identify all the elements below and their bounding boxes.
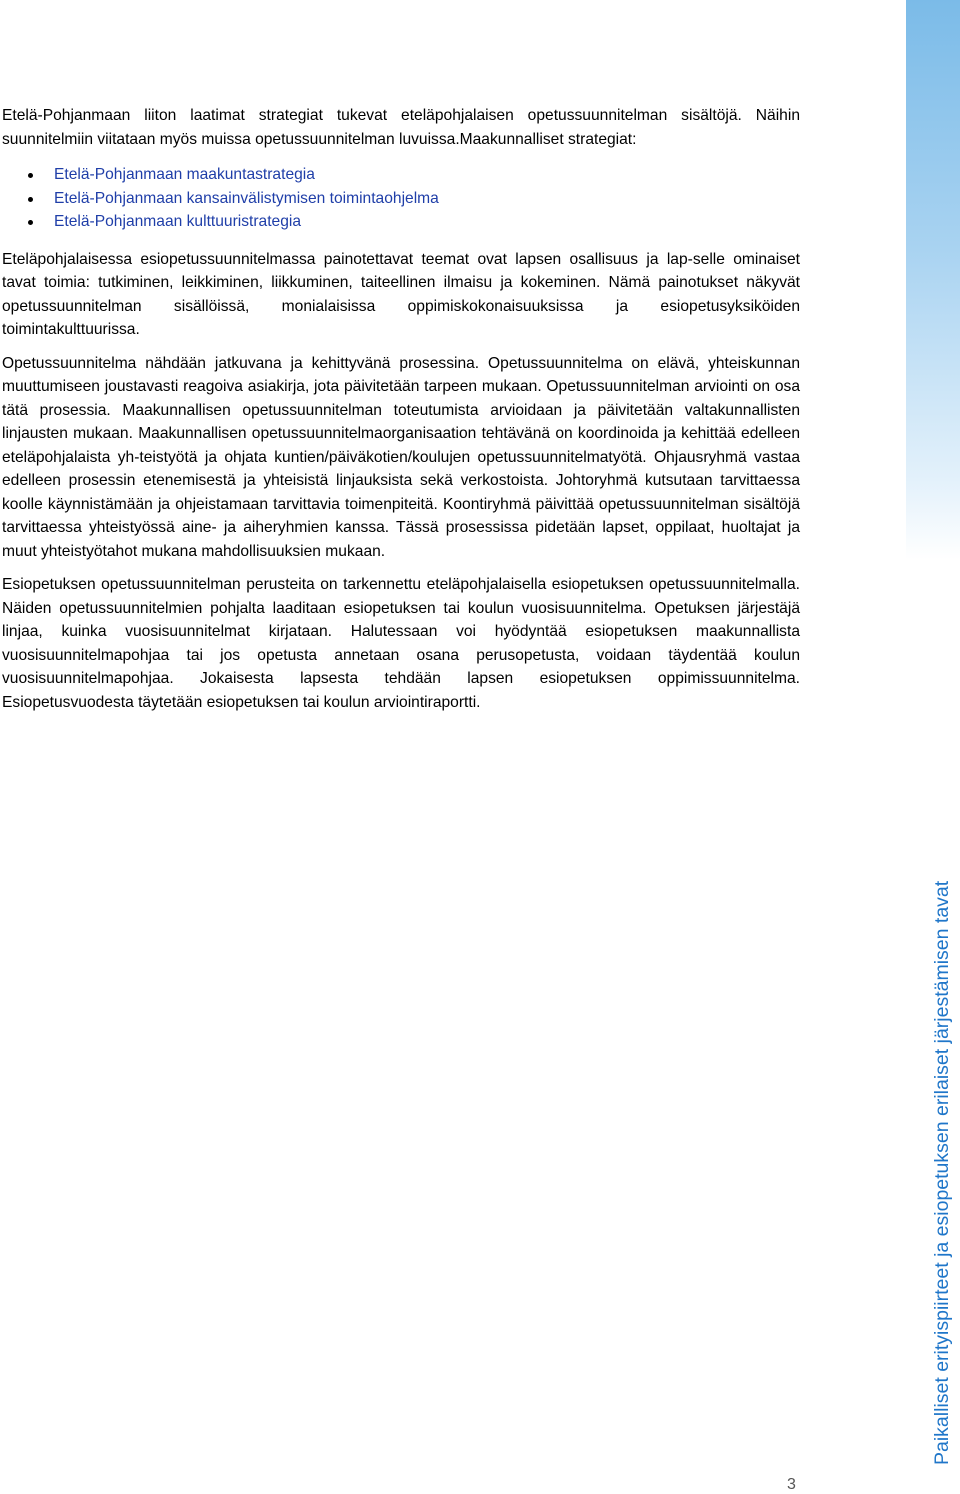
strategy-label: Etelä-Pohjanmaan maakuntastrategia (54, 166, 315, 183)
bullet-icon (28, 220, 33, 225)
strategy-label: Etelä-Pohjanmaan kansainvälistymisen toimintaohjelma (54, 189, 439, 207)
list-item (2, 210, 800, 234)
bullet-icon (28, 173, 33, 178)
strategy-label: Etelä-Pohjanmaan kulttuuristrategia (54, 213, 302, 230)
body-paragraph: Opetussuunnitelma nähdään jatkuvana ja kehittyvänä prosessina. Opetussuunnitelma on elävä, yhteiskunnan muuttumiseen joustavasti reagoiva asiakirja, jota päivitetään tarpeen mukaan. Opetussuunnitelman arviointi on osa tätä prosessia. Maakunnallisen opetussuunnitelman toteutumista arvioidaan ja päivitetään valtakunnallisten linjausten mukaan. Maakunnallisen opetussuunnitelmaorganisaation tehtävänä on koordinoida ja kehittää edelleen eteläpohjalaista yh-teistyötä ja ohjata kuntien/päiväkotien/koulujen opetussuunnitelmatyötä. Ohjausryhmä vastaa edelleen prosessin etenemisestä ja yhteisistä linjauksista sekä verkostoista. Johtoryhmä kutsutaan tarvittaessa koolle käynnistämään ja ohjeistamaan tarvittavia toimenpiteitä. Koontiryhmä päivittää opetussuunnitelman sisältöjä tarvittaessa yhteistyössä aine- ja aiheryhmien kanssa. Tässä prosessissa pidetään lapset, oppilaat, huoltajat ja muut yhteistyötahot mukana mahdollisuuksien mukaan. (2, 354, 800, 560)
document-body (2, 104, 800, 724)
strategy-list (2, 163, 800, 234)
side-chapter-title: Paikalliset erityispiirteet ja esiopetuksen erilaiset järjestämisen tavat (931, 880, 953, 1465)
body-paragraph: Esiopetuksen opetussuunnitelman perusteita on tarkennettu eteläpohjalaisella esiopetuksen opetussuunnitelmalla. Näiden opetussuunnitelmien pohjalta laaditaan esiopetuksen tai koulun vuosisuunnitelma. Opetuksen järjestäjä linjaa, kuinka vuosisuunnitelmat kirjataan. Halutessaan voi hyödyntää esiopetuksen maakunnallista vuosisuunnitelmapohjaa tai jos opetusta annetaan osana perusopetusta, voidaan täydentää koulun vuosisuunnitelmapohjaa. Jokaisesta lapsesta tehdään lapsen esiopetuksen oppimissuunnitelma. Esiopetusvuodesta täytetään esiopetuksen tai koulun arviointiraportti. (2, 576, 800, 711)
intro-paragraph: Etelä-Pohjanmaan liiton laatimat strategiat tukevat eteläpohjalaisen opetussuunnitelman sisältöjä. Näihin suunnitelmiin viitataan myös muissa opetussuunnitelman luvuissa.Maakunnalliset strategiat: (2, 107, 800, 148)
page-number: 3 (787, 1476, 796, 1493)
bullet-icon (28, 197, 33, 202)
body-paragraph: Eteläpohjalaisessa esiopetussuunnitelmassa painotettavat teemat ovat lapsen osallisuus ja lap-selle ominaiset tavat toimia: tutkiminen, leikkiminen, liikkuminen, taiteellinen ilmaisu ja kokeminen. Nämä painotukset näkyvät opetussuunnitelman sisällöissä, monialaisissa oppimiskokonaisuuksissa ja esiopetusyksiköiden toimintakulttuurissa. (2, 250, 800, 338)
list-item (2, 187, 800, 211)
list-item (2, 163, 800, 187)
